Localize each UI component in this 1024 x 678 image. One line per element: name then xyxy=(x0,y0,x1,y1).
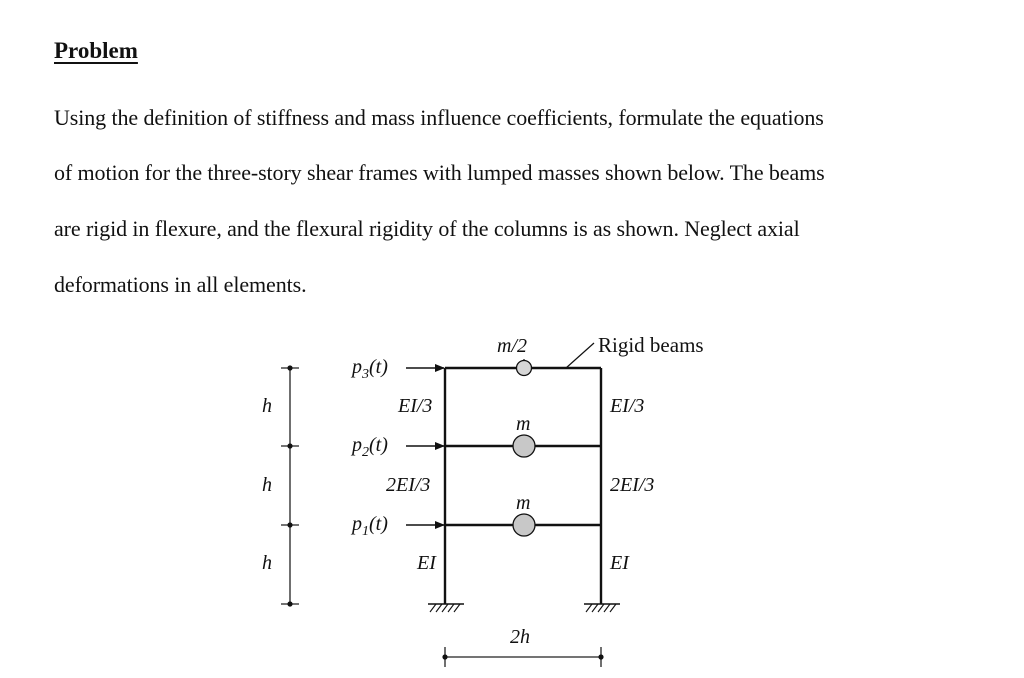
left-column-rigidity-labels xyxy=(386,395,437,574)
right-column-rigidity-2: 2EI/3 xyxy=(610,474,655,496)
roof-mass-label: m/2 xyxy=(497,335,527,357)
dimension-dot xyxy=(287,522,292,527)
problem-text-line-2: of motion for the three-story shear frames with lumped masses shown below. The beams xyxy=(54,160,825,185)
left-fixed-support xyxy=(428,604,464,612)
left-column-rigidity-1: EI xyxy=(417,552,436,574)
callout-leader-line xyxy=(566,343,594,368)
right-column-rigidity-1: EI xyxy=(610,552,629,574)
story-height-label-3: h xyxy=(262,395,272,417)
rigid-beams-label: Rigid beams xyxy=(598,333,704,357)
dimension-dot xyxy=(442,654,447,659)
right-column-rigidity-3: EI/3 xyxy=(610,395,645,417)
left-column-rigidity-3: EI/3 xyxy=(398,395,433,417)
dimension-dot xyxy=(598,654,603,659)
problem-text-line-1: Using the definition of stiffness and mass influence coefficients, formulate the equations xyxy=(54,105,824,130)
dimension-dot xyxy=(287,443,292,448)
problem-text-line-4: deformations in all elements. xyxy=(54,272,307,297)
applied-loads xyxy=(350,356,444,539)
load-label-p3: $p_3(t)$ xyxy=(352,356,388,382)
second-floor-mass-circle xyxy=(513,514,535,536)
third-floor-mass-circle xyxy=(513,435,535,457)
second-floor-mass-label: m xyxy=(516,492,531,514)
roof-mass-circle xyxy=(517,361,532,376)
rigid-beams-callout xyxy=(566,333,704,368)
bay-width-dimension xyxy=(442,626,603,667)
problem-heading: Problem xyxy=(54,38,138,63)
right-fixed-support xyxy=(584,604,620,612)
load-label-p2: $p_2(t)$ xyxy=(352,434,388,460)
problem-text-line-3: are rigid in flexure, and the flexural rigidity of the columns is as shown. Neglect axial xyxy=(54,216,800,241)
third-floor-mass-label: m xyxy=(516,413,531,435)
dimension-dot xyxy=(287,601,292,606)
bay-width-label: 2h xyxy=(510,626,530,648)
dimension-dot xyxy=(287,365,292,370)
story-height-label-1: h xyxy=(262,552,272,574)
lumped-masses xyxy=(497,335,535,536)
height-dimension xyxy=(262,365,299,606)
frame xyxy=(445,368,601,604)
right-column-rigidity-labels xyxy=(609,395,654,574)
story-height-label-2: h xyxy=(262,474,272,496)
left-column-rigidity-2: 2EI/3 xyxy=(386,474,431,496)
load-label-p1: $p_1(t)$ xyxy=(352,513,388,539)
